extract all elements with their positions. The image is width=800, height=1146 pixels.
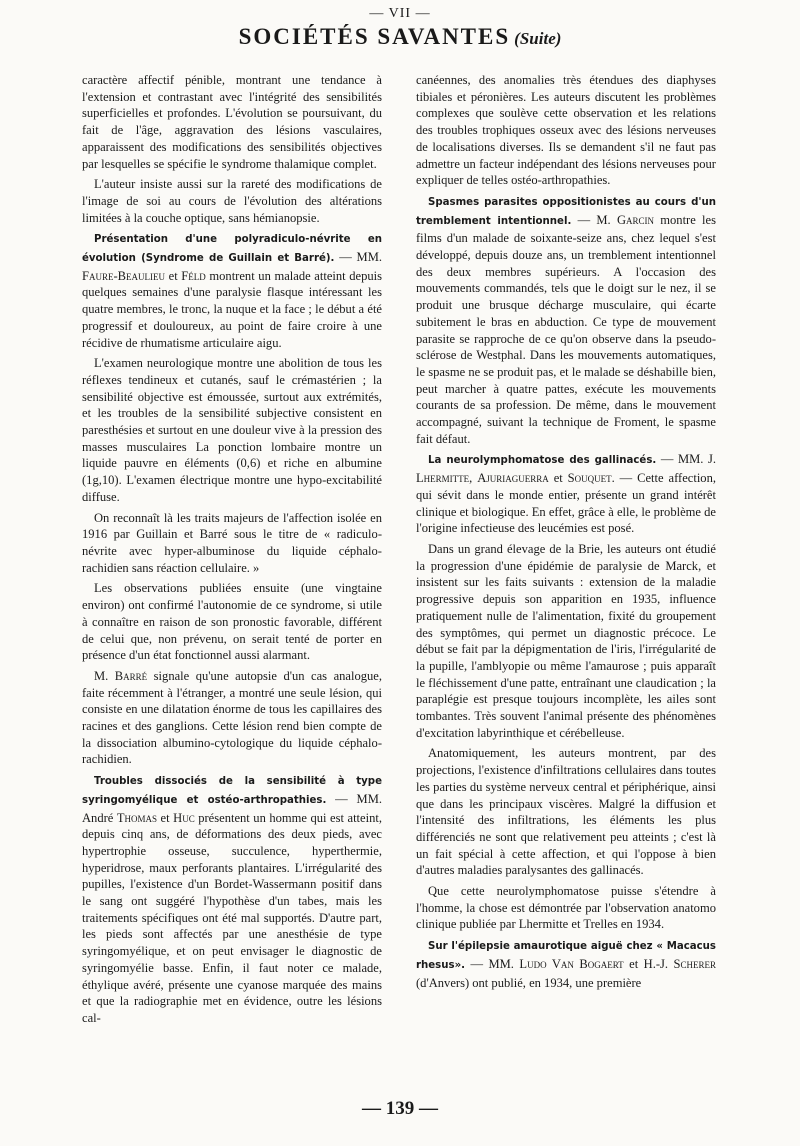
author-name: Huc bbox=[173, 810, 195, 825]
article-title: Sur l'épilepsie amaurotique aiguë chez « Macacus rhesus». bbox=[416, 941, 716, 971]
article-entry: Spasmes parasites oppositionistes au cours d'un tremblement intentionnel. — M. Garcin montre les films d'un malade de soixante-seize ans, chez lequel s'est développé, depuis douze ans, un tremblement intentionnel des deux membres supérieurs. A l'occasion des mouvements commandés, tels que le doigt sur le nez, il se produit une brusque décharge musculaire, qui écarte subitement le bras en abduction. Ce type de mouvement parasite se rapproche de ce qu'on observe dans la pseudo-sclérose de Westphal. Dans les mouvements automatiques, le spasme ne se produit pas, et le malade se déshabille bien, peut marcher à quatre pattes, exécute les mouvements courants de sa profession. De même, dans le mouvement accompagné, suivant la technique de Froment, le spasme fait défaut. bbox=[416, 196, 716, 446]
article-entry: La neurolymphomatose des gallinacés. — MM. J. Lhermitte, Ajuriaguerra et Souquet. — Cette affection, qui sévit dans le monde entier, présente un grand intérêt clinique et biologique. En effet, grâce à elle, le problème de l'origine infectieuse des leucémies est posé. bbox=[416, 452, 716, 536]
running-header bbox=[0, 24, 800, 50]
author-name: Scherer bbox=[673, 956, 716, 971]
author-name: Thomas bbox=[116, 810, 158, 825]
section-suite: (Suite) bbox=[514, 29, 562, 48]
paragraph: canéennes, des anomalies très étendues des diaphyses tibiales et péronières. Les auteurs discutent les problèmes complexes que soulève cette observation et les relations des troubles trophiques osseux avec des lésions nerveuses de localisations diverses. Ils se demandent s'il ne faut pas admettre un facteur indépendant des lésions nerveuses pour expliquer de telles ostéo-arthropathies. bbox=[416, 73, 716, 188]
article-entry: Sur l'épilepsie amaurotique aiguë chez « Macacus rhesus». — MM. Ludo Van Bogaert et H.-J. Scherer (d'Anvers) ont publié, en 1934, une première bbox=[416, 941, 716, 990]
paragraph: M. Barré signale qu'une autopsie d'un cas analogue, faite récemment à l'étranger, a montré une seule lésion, qui consiste en une dilatation énorme de tous les capillaires des racines et des ganglions. Cette lésion rend bien compte de la dissociation albumino-cytologique du liquide céphalo-rachidien. bbox=[82, 668, 382, 767]
paragraph: L'examen neurologique montre une abolition de tous les réflexes tendineux et cutanés, sauf le crémastérien ; la sensibilité objective est émoussée, surtout aux extrémités, et les troubles de la sensibilité subjective consistent en paresthésies et surtout en une douleur vive à la pression des masses musculaires La ponction lombaire montre un liquide pauvre en éléments (0,6) et riche en albumine (1g,10). L'examen électrique montre une hypo-excitabilité diffuse. bbox=[82, 356, 382, 504]
author-name: Garcin bbox=[616, 212, 655, 227]
page-number: — 139 — bbox=[362, 1098, 438, 1119]
paragraph: Anatomiquement, les auteurs montrent, par des projections, l'existence d'infiltrations cellulaires dans toutes les parties du système nerveux central et périphérique, ainsi que dans les principaux viscères. Malgré la diffusion et l'intensité des infiltrations, les éléments les plus différenciés ne sont que relativement peu atteints ; c'est là un fait spécial à cette affection, et qui l'oppose à bien d'autres maladies paralysantes des gallinacés. bbox=[416, 746, 716, 878]
right-column bbox=[416, 72, 716, 995]
paragraph: On reconnaît là les traits majeurs de l'affection isolée en 1916 par Guillain et Barré sous le titre de « radiculo-névrite avec hyper-albuminose du liquide céphalo-rachidien sans réaction cellulaire. » bbox=[82, 510, 382, 575]
section-title: SOCIÉTÉS SAVANTES bbox=[238, 24, 511, 49]
author-name: Lhermitte bbox=[416, 471, 470, 486]
roman-page-number: — VII — bbox=[369, 6, 431, 21]
author-name: Faure-Beaulieu bbox=[82, 268, 166, 283]
author-name: Barré bbox=[114, 668, 148, 683]
paragraph: Les observations publiées ensuite (une vingtaine environ) ont confirmé l'autonomie de ce syndrome, si utile à connaître en raison de son pronostic favorable, différent de celui que, non prévenu, on serait tenté de porter en présence d'un état fonctionnel aussi alarmant. bbox=[82, 581, 382, 663]
paragraph: L'auteur insiste aussi sur la rareté des modifications de l'image de soi au cours de l'évolution des altérations limitées à la couche optique, sans hémianopsie. bbox=[82, 177, 382, 225]
article-title: Spasmes parasites oppositionistes au cours d'un tremblement intentionnel. bbox=[416, 196, 716, 227]
article-title: Troubles dissociés de la sensibilité à type syringomyélique et ostéo-arthropathies. bbox=[82, 776, 382, 806]
paragraph: Que cette neurolymphomatose puisse s'étendre à l'homme, la chose est démontrée par l'observation anatomo clinique publiée par Lhermitte et Trelles en 1934. bbox=[416, 884, 716, 932]
article-title: Présentation d'une polyradiculo-névrite en évolution (Syndrome de Guillain et Barré). bbox=[82, 234, 382, 265]
left-column bbox=[82, 72, 382, 1031]
paragraph: Dans un grand élevage de la Brie, les auteurs ont étudié la progression d'une épidémie de paralysie de Marck, et insistent sur les faits suivants : extension de la maladie progressive depuis son apparition en 1935, influence pratiquement nulle de l'alimentation, fixité du groupement des symptômes, qui permet un diagnostic précoce. Le début se fait par la dépigmentation de l'iris, l'irrégularité de la pupille, l'amblyopie ou même l'amaurose ; puis apparaît le fléchissement d'une patte, entraînant une claudication ; la paraplégie est presque toujours incomplète, les ailes sont tombantes. Très souvent l'animal présente des phénomènes d'excitation labyrinthique et cérébelleuse. bbox=[416, 541, 716, 740]
author-name: Ludo Van Bogaert bbox=[519, 956, 624, 971]
paragraph: caractère affectif pénible, montrant une tendance à l'extension et contrastant avec l'intégrité des sensibilités superficielles et profondes. L'évolution se poursuivant, du fait de l'âge, aggravation des lésions vasculaires, apparaissent des modifications des sensibilités objectives par lesquelles se spécifie le syndrome thalamique complet. bbox=[82, 73, 382, 171]
author-name: Féld bbox=[181, 268, 206, 283]
article-entry: Troubles dissociés de la sensibilité à type syringomyélique et ostéo-arthropathies. — MM. André Thomas et Huc présentent un homme qui est atteint, depuis cinq ans, de déformations des deux pieds, avec hypertrophie osseuse, succulence, hyperthermie, hyperidrose, maux perforants plantaires. L'irrégularité des pupilles, l'existence d'un Bordet-Wassermann positif dans le sang ont suggéré l'hypothèse d'un tabes, mais les traitements spécifiques ont été mal supportés. D'autre part, les pieds sont affectés par une anesthésie de type syringomyélique, et on peut envisager le diagnostic de syringomyélie basse. Enfin, il faut noter ce malade, éthylique avéré, présente une cyanose marquée des mains et que la radiographie met en évidence, outre les lésions cal- bbox=[82, 776, 382, 1025]
author-name: Souquet bbox=[567, 471, 612, 486]
author-name: Ajuriaguerra bbox=[477, 471, 549, 486]
article-title: La neurolymphomatose des gallinacés. bbox=[428, 455, 657, 467]
article-entry: Présentation d'une polyradiculo-névrite en évolution (Syndrome de Guillain et Barré). — MM. Faure-Beaulieu et Féld montrent un malade atteint depuis quelques semaines d'une paralysie flasque intéressant les quatre membres, le tronc, la nuque et la face ; le début a été progressif et douloureux, au point de faire croire à une récidive de rhumatisme articulaire aigu. bbox=[82, 234, 382, 350]
